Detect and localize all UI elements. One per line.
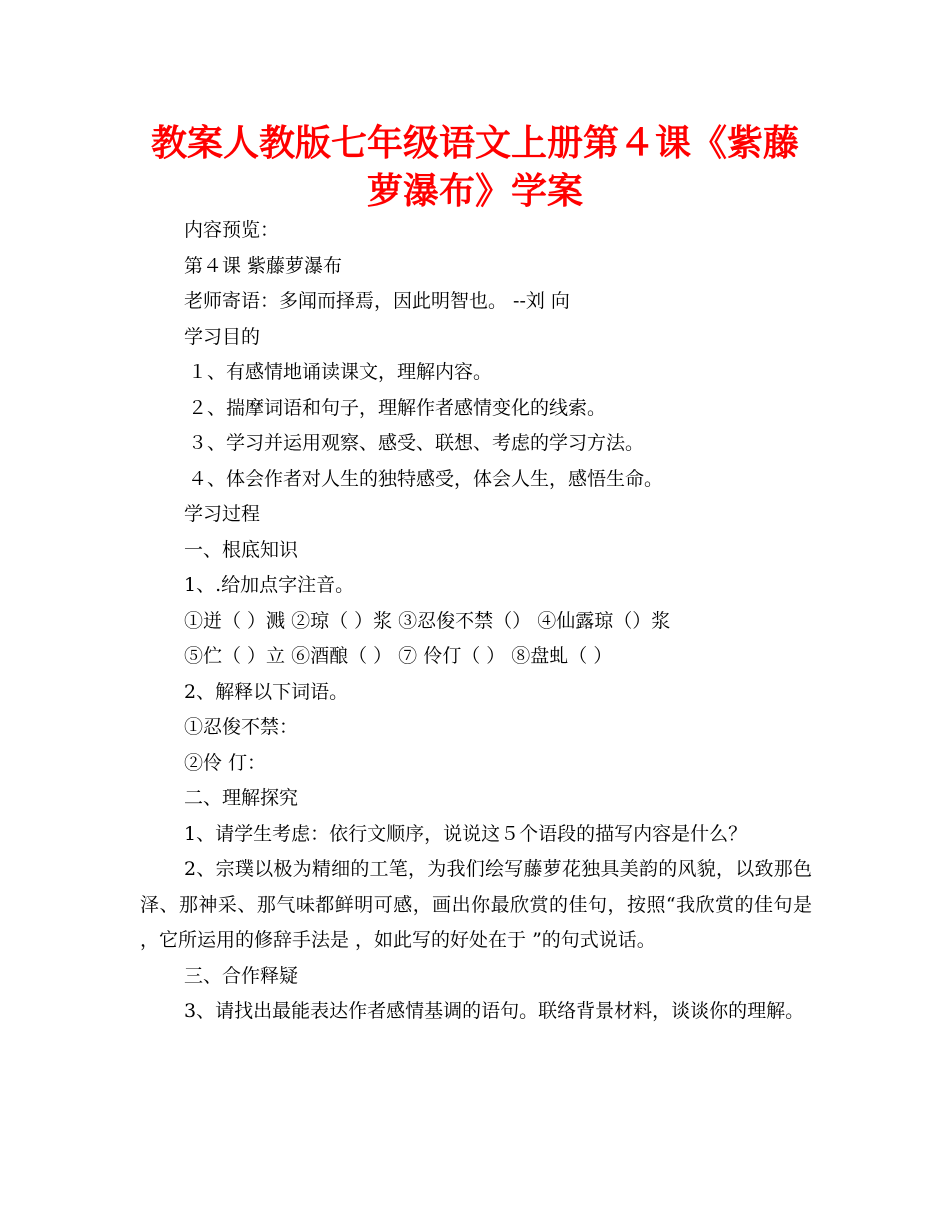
term-item-1: ①忍俊不禁： (184, 716, 299, 738)
question-favorite-sentence: 2、宗璞以极为精细的工笔，为我们绘写藤萝花独具美韵的风貌，以致那色泽、那神采、那气味都鲜明可感，画出你最欣赏的佳句，按照“我欣赏的佳句是 ，它所运用的修辞手法是 ，如此写的好处在于 ”的句式说话。 (140, 858, 812, 951)
section-heading-basics: 一、根底知识 (184, 538, 299, 561)
pinyin-row-1: ①迸（ ）溅 ②琼（ ）浆 ③忍俊不禁（） ④仙露琼（）浆 (184, 609, 671, 632)
question-content-order: 1、请学生考虑：依行文顺序，说说这５个语段的描写内容是什么？ (184, 822, 748, 845)
goal-item-1: １、有感情地诵读课文，理解内容。 (188, 361, 493, 383)
term-item-2: ②伶 仃： (184, 751, 267, 774)
lesson-title: 第４课 紫藤萝瀑布 (184, 254, 343, 277)
document-body (140, 213, 812, 1030)
goals-heading: 学习目的 (184, 325, 261, 348)
process-heading: 学习过程 (184, 503, 261, 525)
teacher-motto: 老师寄语：多闻而择焉，因此明智也。 --刘 向 (184, 290, 570, 312)
goal-item-4: ４、体会作者对人生的独特感受，体会人生，感悟生命。 (188, 467, 664, 490)
question-explain-terms: 2、解释以下词语。 (184, 680, 349, 703)
question-emotional-tone: 3、请找出最能表达作者感情基调的语句。联络背景材料，谈谈你的理解。 (184, 1000, 805, 1022)
goal-item-2: ２、揣摩词语和句子，理解作者感情变化的线索。 (188, 396, 607, 419)
section-heading-understanding: 二、理解探究 (184, 787, 299, 809)
document-title: 教案人教版七年级语文上册第４课《紫藤萝瀑布》学案 (150, 123, 799, 212)
preview-label: 内容预览： (184, 219, 280, 241)
goal-item-3: ３、学习并运用观察、感受、联想、考虑的学习方法。 (188, 432, 645, 454)
section-heading-cooperation: 三、合作释疑 (184, 964, 299, 987)
question-pinyin: 1、.给加点字注音。 (184, 574, 355, 596)
pinyin-row-2: ⑤伫（ ）立 ⑥酒酿（ ） ⑦ 伶仃（ ） ⑧盘虬（ ） (184, 645, 613, 667)
